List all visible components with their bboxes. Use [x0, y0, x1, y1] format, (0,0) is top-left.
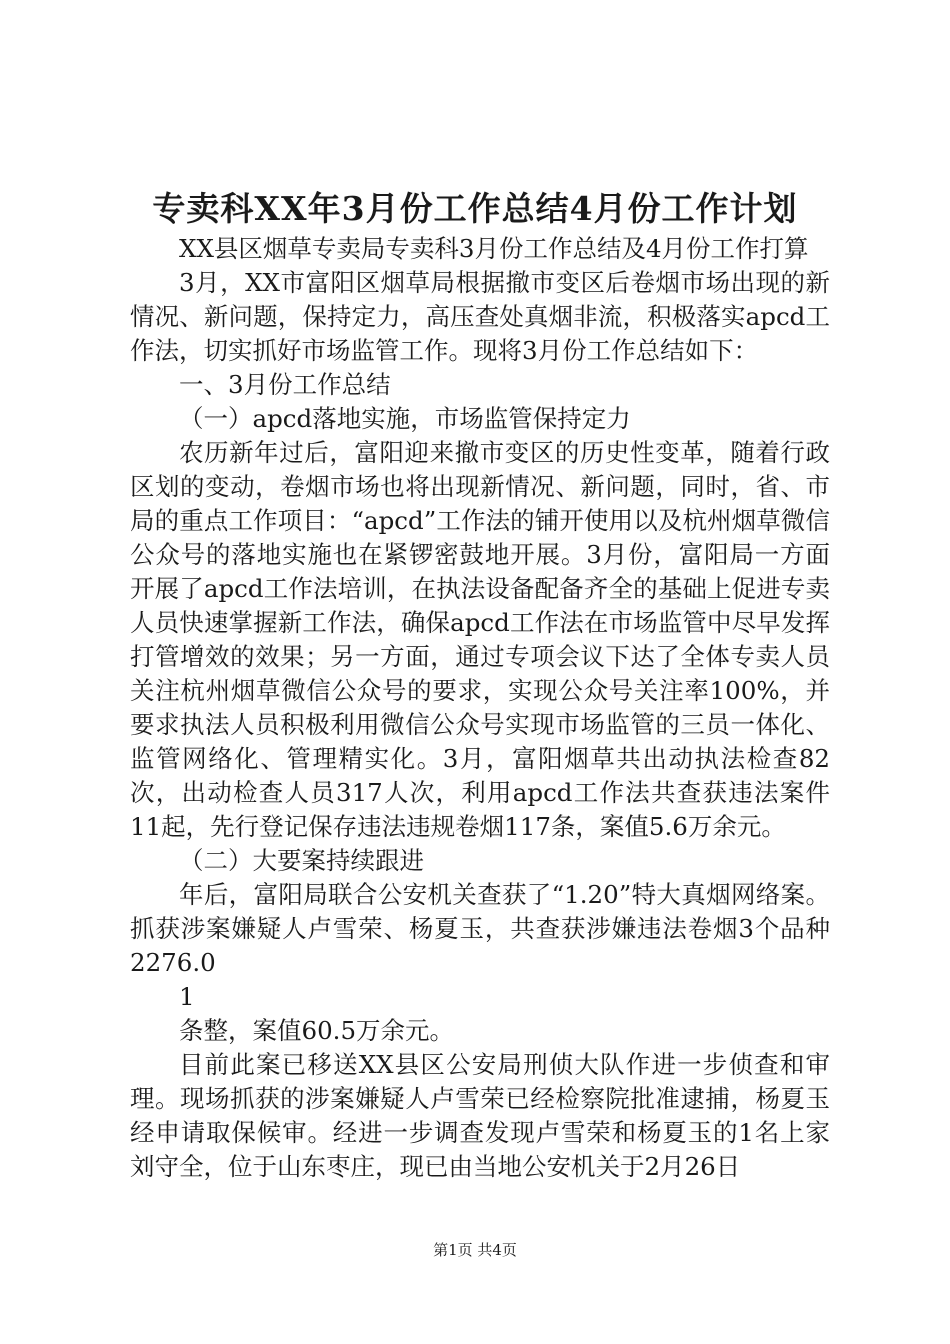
document-title: 专卖科XX年3月份工作总结4月份工作计划: [152, 189, 798, 228]
document-body: [130, 232, 830, 1184]
subsection-heading-1: （一）apcd落地实施，市场监管保持定力: [179, 404, 631, 433]
paragraph-intro: 3月，XX市富阳区烟草局根据撤市变区后卷烟市场出现的新情况、新问题，保持定力，高压查处真烟非流，积极落实apcd工作法，切实抓好市场监管工作。现将3月份工作总结如下：: [130, 268, 830, 365]
paragraph-followup: 目前此案已移送XX县区公安局刑侦大队作进一步侦查和审理。现场抓获的涉案嫌疑人卢雪荣已经检察院批准逮捕，杨夏玉经申请取保候审。经进一步调查发现卢雪荣和杨夏玉的1名上家刘守全，位于山东枣庄，现已由当地公安机关于2月26日: [130, 1050, 830, 1181]
paragraph-case-value: 条整，案值60.5万余元。: [179, 1016, 455, 1045]
inline-page-number: 1: [179, 982, 195, 1011]
paragraph-apcd: 农历新年过后，富阳迎来撤市变区的历史性变革，随着行政区划的变动，卷烟市场也将出现新情况、新问题，同时，省、市局的重点工作项目：“apcd”工作法的铺开使用以及杭州烟草微信公众号的落地实施也在紧锣密鼓地开展。3月份，富阳局一方面开展了apcd工作法培训，在执法设备配备齐全的基础上促进专卖人员快速掌握新工作法，确保apcd工作法在市场监管中尽早发挥打管增效的效果；另一方面，通过专项会议下达了全体专卖人员关注杭州烟草微信公众号的要求，实现公众号关注率100%，并要求执法人员积极利用微信公众号实现市场监管的三员一体化、监管网络化、管理精实化。3月，富阳烟草共出动执法检查82次，出动检查人员317人次，利用apcd工作法共查获违法案件11起，先行登记保存违法违规卷烟117条，案值5.6万余元。: [130, 438, 830, 841]
section-heading: 一、3月份工作总结: [179, 370, 391, 399]
paragraph-case: 年后，富阳局联合公安机关查获了“1.20”特大真烟网络案。抓获涉案嫌疑人卢雪荣、杨夏玉，共查获涉嫌违法卷烟3个品种2276.0: [130, 880, 830, 977]
page-footer: 第1页 共4页: [433, 1241, 517, 1259]
subsection-heading-2: （二）大要案持续跟进: [179, 846, 424, 875]
paragraph-subtitle: XX县区烟草专卖局专卖科3月份工作总结及4月份工作打算: [179, 234, 809, 263]
